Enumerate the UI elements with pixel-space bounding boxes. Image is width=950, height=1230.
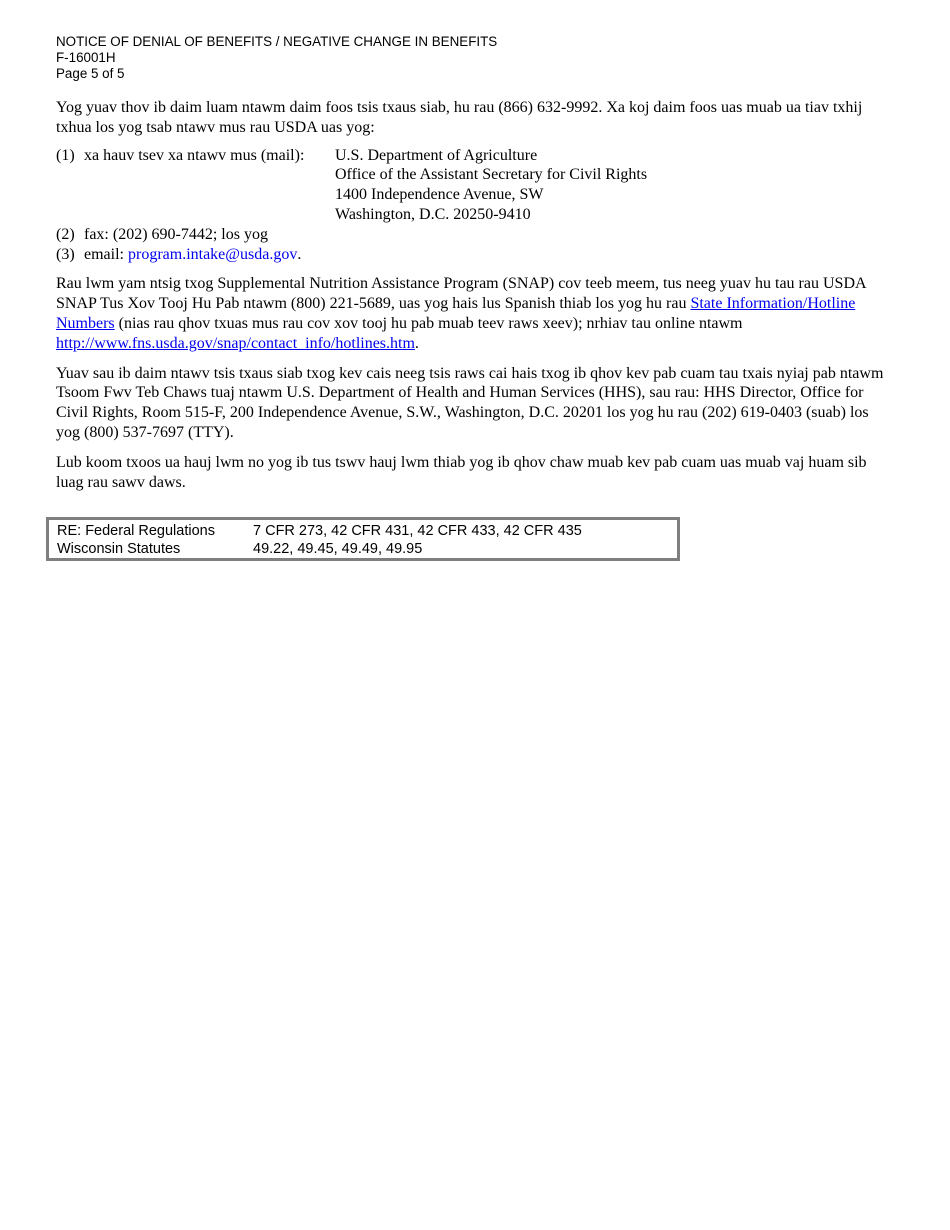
- address-line: Office of the Assistant Secretary for Civil Rights: [335, 166, 648, 184]
- list-number: (1): [56, 146, 75, 164]
- contact-fax: [56, 225, 896, 245]
- email-link[interactable]: program.intake@usda.gov: [127, 245, 298, 263]
- mail-label: xa hauv tsev xa ntawv mus (mail):: [84, 146, 305, 164]
- hotlines-url-link[interactable]: http://www.fns.usda.gov/snap/contact_info/hotlines.htm: [56, 334, 415, 352]
- address-line: 1400 Independence Avenue, SW: [335, 186, 544, 204]
- closing-paragraph: Lub koom txoos ua hauj lwm no yog ib tus tswv hauj lwm thiab yog ib qhov chaw muab kev pab cuam uas muab vaj huam sib luag rau sawv daws.: [56, 453, 867, 491]
- reference-label: RE: Federal Regulations: [57, 523, 215, 539]
- document-body: [56, 98, 896, 502]
- form-number: F-16001H: [56, 50, 116, 65]
- snap-text: Rau lwm yam ntsig txog Supplemental Nutrition Assistance Program (SNAP) cov teeb meem, tus neeg yuav hu tau rau USDA SNAP Tus Xov Tooj Hu Pab ntawm (800) 221-5689, uas yog hais lus Spanish thiab los yog hu rau: [56, 275, 866, 313]
- contact-list: [56, 146, 896, 265]
- intro-paragraph: Yog yuav thov ib daim luam ntawm daim foos tsis txaus siab, hu rau (866) 632-9992. Xa koj daim foos uas muab ua tiav txhij txhua los yog tsab ntawv mus rau USDA uas yog:: [56, 99, 863, 136]
- list-number: (3): [56, 245, 75, 263]
- page-header: [56, 34, 497, 82]
- punctuation: .: [414, 334, 419, 352]
- notice-title: NOTICE OF DENIAL OF BENEFITS / NEGATIVE CHANGE IN BENEFITS: [56, 34, 498, 49]
- page-number: Page 5 of 5: [56, 66, 125, 81]
- list-number: (2): [56, 225, 75, 243]
- reference-row: [49, 522, 677, 540]
- mailing-address: [335, 146, 647, 225]
- snap-text: (nias rau qhov txuas mus rau cov xov tooj hu pab muab teev raws xeev); nrhiav tau online ntawm: [114, 314, 743, 332]
- reference-value: 7 CFR 273, 42 CFR 431, 42 CFR 433, 42 CFR 435: [253, 523, 582, 539]
- contact-mail: [56, 146, 896, 225]
- state-hotline-link[interactable]: State Information/Hotline Numbers: [56, 295, 856, 332]
- fax-text: fax: (202) 690-7442; los yog: [84, 225, 268, 243]
- email-label: email:: [84, 245, 128, 263]
- reference-value: 49.22, 49.45, 49.49, 49.95: [253, 541, 423, 557]
- snap-paragraph: [56, 274, 896, 353]
- address-line: U.S. Department of Agriculture: [335, 146, 538, 164]
- references-box: [46, 517, 680, 561]
- reference-row: [49, 540, 677, 558]
- punctuation: .: [297, 245, 302, 263]
- address-line: Washington, D.C. 20250-9410: [335, 205, 531, 223]
- contact-email: [56, 245, 896, 265]
- reference-label: Wisconsin Statutes: [57, 541, 181, 557]
- hhs-paragraph: Yuav sau ib daim ntawv tsis txaus siab txog kev cais neeg tsis raws cai hais txog ib qhov kev pab cuam tau txais nyiaj pab ntawm Tsoom Fwv Teb Chaws tuaj ntawm U.S. Department of Health and Human Services (HHS), sau rau: HHS Director, Office for Civil Rights, Room 515-F, 200 Independence Avenue, S.W., Washington, D.C. 20201 los yog hu rau (202) 619-0403 (suab) los yog (800) 537-7697 (TTY).: [56, 364, 884, 441]
